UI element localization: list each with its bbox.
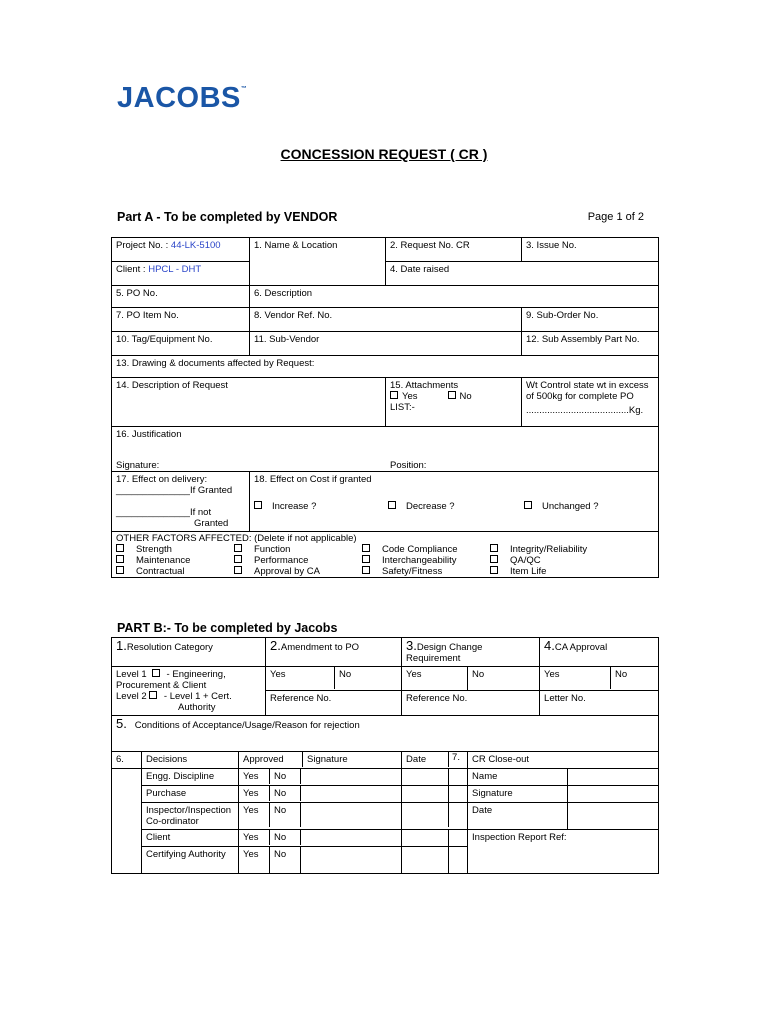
inspector-yes[interactable]: Yes [239,803,270,827]
inspection-report-ref[interactable]: Inspection Report Ref: [468,830,659,874]
drawings-affected-field[interactable]: 13. Drawing & documents affected by Request: [112,356,659,378]
engg-approval [239,769,402,786]
purchase-signature[interactable] [301,786,402,801]
page-number: Page 1 of 2 [587,211,644,223]
amendment-reference-no[interactable]: Reference No. [266,690,402,715]
no-label: No [459,391,472,402]
justification-label: 16. Justification [116,429,182,440]
part-b-heading: PART B:- To be completed by Jacobs [117,621,338,635]
level1-desc: Procurement & Client [116,680,207,691]
level1-checkbox[interactable] [152,669,160,677]
attachments-cell [386,378,522,427]
code-compliance-checkbox[interactable] [362,544,370,552]
increase-checkbox[interactable] [254,501,262,509]
factor-label: Performance [254,555,309,566]
sub-vendor-field[interactable]: 11. Sub-Vendor [250,332,522,356]
weight-kg-field[interactable]: .......................................Kg. [526,405,644,416]
decision-row-purchase: Purchase [142,786,239,803]
cr-closeout-header: CR Close-out [468,752,659,769]
weight-control-cell [522,378,659,427]
factor-label: Maintenance [136,555,191,566]
factor-label: Item Life [510,566,547,577]
position-label: Position: [390,460,427,471]
decision-row-client: Client [142,830,239,847]
sub-order-field[interactable]: 9. Sub-Order No. [522,308,659,332]
factor-label: Strength [136,544,172,555]
issue-no-field[interactable]: 3. Issue No. [522,238,659,262]
part-a-table [111,237,659,578]
client-date[interactable] [402,830,468,847]
decision-row-engg: Engg. Discipline [142,769,239,786]
section-6-blank [112,769,142,874]
increase-label: Increase ? [272,501,317,512]
ca-approval-header: 4.CA Approval [540,638,659,667]
level2-desc: Authority [178,702,216,713]
ca-yes-no [540,667,659,691]
purchase-yes[interactable]: Yes [239,786,270,801]
effect-on-delivery-cell [112,472,250,532]
design-change-no[interactable]: No [468,667,540,691]
performance-checkbox[interactable] [234,555,242,563]
factor-label: Interchangeability [382,555,457,566]
engg-no[interactable]: No [270,769,301,784]
unchanged-label: Unchanged ? [542,501,599,512]
qa-qc-checkbox[interactable] [490,555,498,563]
client-approval [239,830,402,847]
project-no-cell: Project No. : 44-LK-5100 [112,238,250,262]
date-header-cell [402,752,468,769]
logo-text: JACOBS [117,82,241,114]
certifying-date[interactable] [402,847,468,874]
effect-cost-label: 18. Effect on Cost if granted [254,474,372,485]
client-no[interactable]: No [270,830,301,845]
certifying-signature[interactable] [301,847,402,873]
inspector-signature[interactable] [301,803,402,827]
decrease-label: Decrease ? [406,501,455,512]
description-of-request-field[interactable]: 14. Description of Request [112,378,386,427]
part-b-table [111,637,659,874]
amendment-yes[interactable]: Yes [266,667,335,689]
integrity-checkbox[interactable] [490,544,498,552]
if-not-field[interactable]: ______________If not [116,507,212,518]
design-change-header: 3.Design Change Requirement [402,638,540,667]
closeout-date-value[interactable] [568,803,659,830]
if-granted-field[interactable]: ______________If Granted [116,485,233,496]
safety-fitness-checkbox[interactable] [362,566,370,574]
sub-assembly-field[interactable]: 12. Sub Assembly Part No. [522,332,659,356]
engg-signature[interactable] [301,769,402,784]
amendment-yes-no [266,667,402,691]
certifying-yes[interactable]: Yes [239,847,270,873]
design-change-yes[interactable]: Yes [402,667,468,691]
closeout-name-value[interactable] [568,769,659,786]
client-yes[interactable]: Yes [239,830,270,845]
certifying-no[interactable]: No [270,847,301,873]
date-header: Date [402,752,449,767]
tag-equipment-field[interactable]: 10. Tag/Equipment No. [112,332,250,356]
section-6-number: 6. [112,752,142,769]
interchangeability-checkbox[interactable] [362,555,370,563]
factor-label: Contractual [136,566,185,577]
purchase-approval [239,786,402,803]
attachments-no-checkbox[interactable] [448,391,456,399]
list-label: LIST:- [390,402,415,413]
granted-label: Granted [194,518,229,529]
request-no-field[interactable]: 2. Request No. CR [386,238,522,262]
strength-checkbox[interactable] [116,544,124,552]
closeout-date: Date [468,803,568,830]
conditions-field[interactable]: 5. Conditions of Acceptance/Usage/Reason for rejection [112,716,659,752]
section-7-number: 7. [452,752,460,763]
ca-letter-no[interactable]: Letter No. [540,690,659,715]
amendment-po-header: 2.Amendment to PO [266,638,402,667]
amendment-no[interactable]: No [339,669,352,680]
factor-label: Safety/Fitness [382,566,443,577]
factor-label: Code Compliance [382,544,458,555]
effect-delivery-label: 17. Effect on delivery: [116,474,208,485]
purchase-date[interactable] [402,786,468,803]
justification-field[interactable] [112,427,659,472]
trademark-mark: ™ [240,86,248,92]
client-value: HPCL - DHT [148,264,202,275]
weight-text-1: Wt Control state wt in excess [526,380,649,391]
other-factors-cell [112,532,659,578]
inspector-date[interactable] [402,803,468,830]
signature-header: Signature [307,754,348,765]
approved-header: Approved [239,752,303,767]
decision-row-inspector: Inspector/Inspection Co-ordinator [142,803,239,830]
closeout-signature: Signature [468,786,568,803]
signature-label: Signature: [116,460,160,471]
resolution-category-header: 1.Resolution Category [112,638,266,667]
name-location-field[interactable]: 1. Name & Location [250,238,386,286]
vendor-ref-field[interactable]: 8. Vendor Ref. No. [250,308,522,332]
ca-yes[interactable]: Yes [540,667,611,689]
design-reference-no[interactable]: Reference No. [402,690,540,715]
decision-row-certifying: Certifying Authority [142,847,239,874]
po-item-no-field[interactable]: 7. PO Item No. [112,308,250,332]
decisions-header: Decisions [142,752,239,769]
description-field[interactable]: 6. Description [250,286,659,308]
weight-text-2: of 500kg for complete PO [526,391,634,402]
unchanged-checkbox[interactable] [524,501,532,509]
po-no-field[interactable]: 5. PO No. [112,286,250,308]
client-signature[interactable] [301,830,402,845]
factor-label: Integrity/Reliability [510,544,588,555]
level2-checkbox[interactable] [149,691,157,699]
attachments-yes-checkbox[interactable] [390,391,398,399]
factor-label: Function [254,544,291,555]
page-title: CONCESSION REQUEST ( CR ) [280,146,488,162]
other-factors-label: OTHER FACTORS AFFECTED: (Delete if not applicable) [116,533,357,544]
effect-on-cost-cell [250,472,659,532]
inspector-approval [239,803,402,830]
level-cell: Level 1 - Engineering, Procurement & Client Level 2 - Level 1 + Cert. Authority [112,667,266,716]
purchase-no[interactable]: No [270,786,301,801]
inspector-no[interactable]: No [270,803,301,827]
certifying-approval [239,847,402,874]
ca-no[interactable]: No [615,669,628,680]
client-cell: Client : HPCL - DHT [112,262,250,286]
project-no-value: 44-LK-5100 [170,240,221,251]
engg-yes[interactable]: Yes [239,769,270,784]
maintenance-checkbox[interactable] [116,555,124,563]
factor-label: QA/QC [510,555,541,566]
yes-label: Yes [402,391,418,402]
attachments-label: 15. Attachments [390,380,459,391]
contractual-checkbox[interactable] [116,566,124,574]
date-raised-field[interactable]: 4. Date raised [386,262,659,286]
factor-label: Approval by CA [254,566,321,577]
engg-date[interactable] [402,769,468,786]
factors-grid [116,544,654,577]
item-life-checkbox[interactable] [490,566,498,574]
company-logo [117,82,247,115]
closeout-signature-value[interactable] [568,786,659,803]
approved-signature-header [239,752,402,769]
decrease-checkbox[interactable] [388,501,396,509]
function-checkbox[interactable] [234,544,242,552]
approval-ca-checkbox[interactable] [234,566,242,574]
part-a-heading: Part A - To be completed by VENDOR [117,210,338,224]
closeout-name: Name [468,769,568,786]
